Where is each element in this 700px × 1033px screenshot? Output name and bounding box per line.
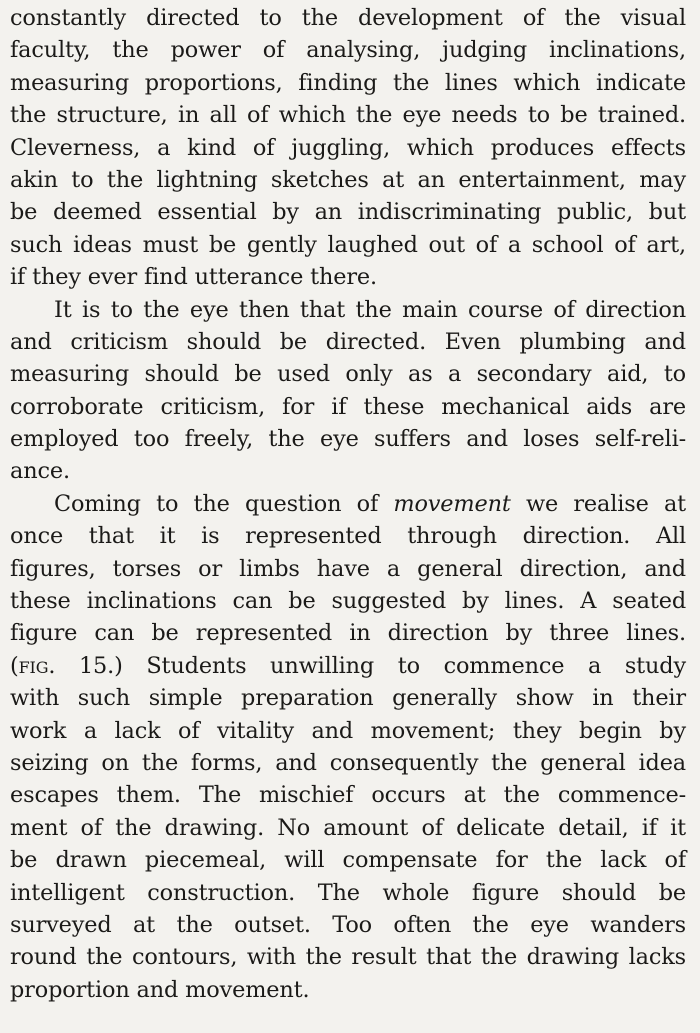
- text-line: escapes them. The mischief occurs at the commence-: [10, 782, 686, 809]
- text-fragment: we realise at: [510, 490, 686, 517]
- text-line: work a lack of vitality and movement; they begin by: [10, 717, 686, 744]
- text-line: figures, torses or limbs have a general direction, and: [10, 555, 686, 582]
- emphasized-word: movement: [393, 490, 511, 517]
- text-line: such ideas must be gently laughed out of a school of art,: [10, 231, 686, 258]
- text-line: if they ever find utterance there.: [10, 264, 377, 291]
- text-line: once that it is represented through direction. All: [10, 523, 686, 550]
- paragraph-3: [10, 488, 686, 1006]
- text-line: be deemed essential by an indiscriminating public, but: [10, 199, 686, 226]
- text-line: intelligent construction. The whole figure should be: [10, 879, 686, 906]
- text-line: It is to the eye then that the main course of direction: [54, 296, 686, 323]
- text-line: and criticism should be directed. Even plumbing and: [10, 328, 686, 355]
- text-line: measuring should be used only as a secondary aid, to: [10, 361, 686, 388]
- text-line: akin to the lightning sketches at an entertainment, may: [10, 166, 686, 193]
- text-line: faculty, the power of analysing, judging inclinations,: [10, 37, 686, 64]
- text-line: [10, 488, 686, 520]
- text-line: proportion and movement.: [10, 976, 310, 1003]
- text-line: employed too freely, the eye suffers and loses self-reli-: [10, 426, 686, 453]
- text-line: corroborate criticism, for if these mechanical aids are: [10, 393, 686, 420]
- text-line: ance.: [10, 458, 70, 485]
- text-line: with such simple preparation generally show in their: [10, 685, 686, 712]
- text-line: be drawn piecemeal, will compensate for the lack of: [10, 847, 686, 874]
- text-line: the structure, in all of which the eye needs to be trained.: [10, 102, 686, 129]
- text-line: surveyed at the outset. Too often the eye wanders: [10, 911, 686, 938]
- text-line: figure can be represented in direction by three lines.: [10, 620, 686, 647]
- text-fragment: Students unwilling to commence a study: [122, 652, 686, 679]
- text-line: constantly directed to the development of the visual: [10, 5, 686, 31]
- paragraph-1: [10, 2, 686, 294]
- text-line: measuring proportions, finding the lines which indicate: [10, 69, 686, 96]
- book-page: [10, 2, 686, 1006]
- text-line: Cleverness, a kind of juggling, which produces effects: [10, 134, 686, 161]
- text-line: round the contours, with the result that the drawing lacks: [10, 944, 686, 971]
- figure-reference: (fig. 15.): [10, 652, 123, 679]
- text-line: [10, 650, 686, 682]
- paragraph-2: [10, 294, 686, 488]
- text-line: ment of the drawing. No amount of delicate detail, if it: [10, 814, 686, 841]
- text-line: these inclinations can be suggested by lines. A seated: [10, 588, 686, 615]
- text-line: seizing on the forms, and consequently the general idea: [10, 749, 686, 776]
- text-fragment: Coming to the question of: [54, 490, 394, 517]
